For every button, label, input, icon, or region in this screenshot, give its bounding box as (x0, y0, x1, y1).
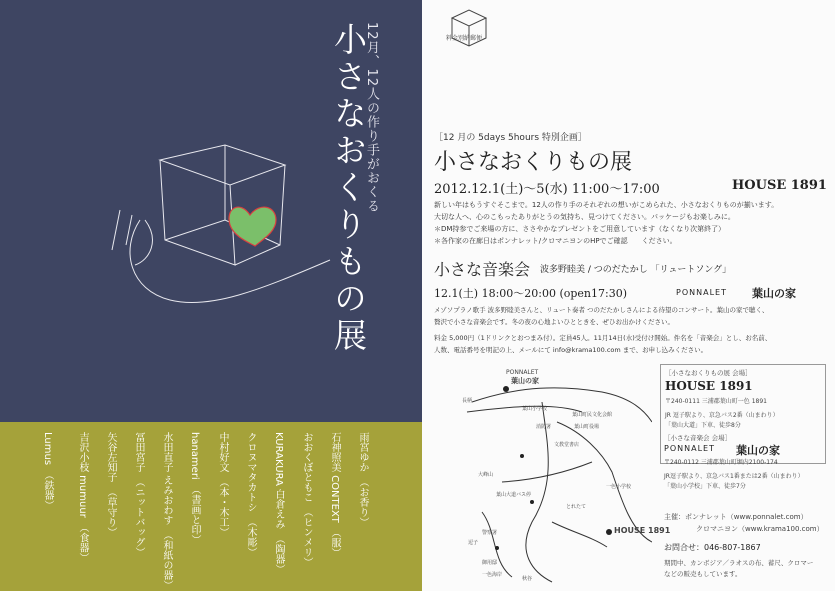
event-dates: 2012.12.1(土)〜5(水) 11:00〜17:00 (434, 182, 660, 197)
event-venue: HOUSE 1891 (732, 178, 827, 193)
map-label: 御用邸 (482, 560, 498, 566)
map-label: 葉山小学校 (522, 406, 548, 412)
venue-info-box-2 (660, 430, 824, 498)
venue2-access: 「葉山小学校」下車、徒歩7分 (664, 483, 746, 490)
cover-navy-area (0, 0, 422, 422)
concert-title: 小さな音楽会 (434, 260, 531, 279)
artist-12: Lumus （鉄器） (42, 432, 53, 511)
event-tag: ［12 月の 5days 5hours 特別企画］ (434, 133, 587, 143)
concert-desc-line: 贅沢で小さな音楽会です。冬の夜の心地よいひとときを、ぜひお出かけください。 (434, 318, 674, 326)
artist-5: クロヌマタカトシ （木彫） (245, 432, 256, 557)
concert-desc-line: 料金 5,000円（1ドリンクとおつまみ付）。定員45人。11月14日(水)受付け開始。件名を「音楽会」とし、お名前、 (434, 334, 772, 342)
access-map (462, 362, 671, 584)
organizer-2: クロマニヨン（www.krama100.com） (696, 525, 824, 533)
map-label: とれたて (566, 504, 587, 510)
event-title: 小さなおくりもの展 (434, 150, 633, 175)
artist-7: hanameri （書画と印） (189, 432, 200, 545)
venue1-name: HOUSE 1891 (665, 379, 753, 393)
map-label: 葉山町民文化会館 (572, 412, 613, 418)
map-label: HOUSE 1891 (614, 526, 671, 535)
artist-1: 雨宮ゆか （お香り） (357, 432, 368, 527)
artist-9: 冨田宮子 （ニットバッグ） (133, 432, 144, 557)
organizer: 主催：ポンナレット（www.ponnalet.com） (664, 513, 808, 521)
event-desc-line: ＊各作家の在廊日はポンナレット/クロマニヨンのHPでご確認 ください。 (434, 237, 677, 245)
concert-description (434, 304, 829, 356)
map-label: 消防署 (536, 424, 552, 430)
cover-title: 小さなおくりもの展 (329, 22, 368, 355)
footer-note: などの販売もしています。 (664, 570, 742, 578)
map-label: 長柄 (462, 398, 473, 404)
event-desc-line: 新しい年はもうすぐそこまで。12人の作り手のそれぞれの想いがこめられた、小さなおくりものが揃います。 (434, 201, 779, 209)
cover-subtitle: 12月、12人の作り手がおくる (364, 22, 379, 214)
venue1-access: 「葉山大道」下車、徒歩8分 (665, 422, 741, 429)
concert-venue-brand: PONNALET (676, 288, 727, 297)
venue1-label: ［小さなおくりもの展 会場］ (665, 369, 752, 377)
info-panel (422, 0, 835, 591)
concert-performers: 波多野睦美 / つのだたかし 「リュートソング」 (540, 265, 732, 275)
artist-11: 吉沢小枝 mumuur （食器） (77, 432, 88, 563)
postage-label: 料金別納郵便 (446, 35, 483, 42)
map-label: 葉山大道バス停 (496, 492, 532, 498)
map-label: 秋谷 (522, 576, 533, 582)
map-label: 逗子 (468, 540, 479, 546)
cover-olive-area (0, 422, 422, 591)
venue2-label: ［小さな音楽会 会場］ (664, 434, 732, 442)
contact-phone: お問合せ：046-807-1867 (664, 543, 761, 552)
concert-venue: 葉山の家 (752, 287, 796, 300)
venue2-address: 〒240-0112 三浦郡葉山町堀内2100-174 (664, 459, 778, 466)
gift-box-illustration (90, 140, 390, 370)
artist-4: KURAKURA 白倉えみ （陶器） (273, 432, 284, 575)
venue2-name: 葉山の家 (736, 444, 780, 457)
event-desc-line: ＊DM持参でご来場の方に、ささやかなプレゼントをご用意しています（なくなり次第終了） (434, 225, 726, 233)
map-label: 葉山町役場 (574, 424, 600, 430)
concert-desc-line: メゾソプラノ歌手 波多野睦美さんと、リュート奏者 つのだたかしさんによる待望のコンサート。葉山の家で聴く、 (434, 306, 769, 314)
footer-note: 期間中、カンボジア／ラオスの布、蓄尺、クロマー (664, 559, 814, 567)
map-label: 警察署 (482, 530, 498, 536)
map-label: 一色小学校 (606, 484, 632, 490)
venue2-brand: PONNALET (664, 444, 715, 453)
event-desc-line: 大切な人へ、心のこもったありがとうの気持ち、見つけてください。パッケージもお楽しみに。 (434, 213, 735, 221)
artist-3: おおくぼともこ （ヒンメリ） (301, 432, 312, 567)
artist-6: 中村好文 （本・木工） (217, 432, 228, 537)
map-label: 大峰山 (478, 472, 494, 478)
map-label: 文教堂書店 (554, 442, 580, 448)
artist-2: 石神照美 CONTEXT （服） (329, 432, 340, 558)
concert-datetime: 12.1(土) 18:00〜20:00 (open17:30) (434, 287, 628, 300)
artist-8: 水田直子 えみおわす （和紙の器） (161, 432, 172, 591)
venue2-access: JR逗子駅より、京急バス1番または2番（山まわり） (664, 473, 804, 480)
concert-desc-line: 人数、電話番号を明記の上、メールにて info@krama100.com まで、お申し込みください。 (434, 346, 708, 354)
venue1-address: 〒240-0111 三浦郡葉山町一色 1891 (665, 398, 767, 405)
event-description (434, 199, 829, 247)
map-label: 一色海岸 (482, 572, 503, 578)
venue1-access: JR 逗子駅より、京急バス2番（山まわり） (665, 412, 779, 419)
map-label: PONNALET (506, 369, 539, 376)
map-label: 葉山の家 (511, 377, 539, 385)
artist-10: 矢谷左知子 （草守り） (105, 432, 116, 537)
